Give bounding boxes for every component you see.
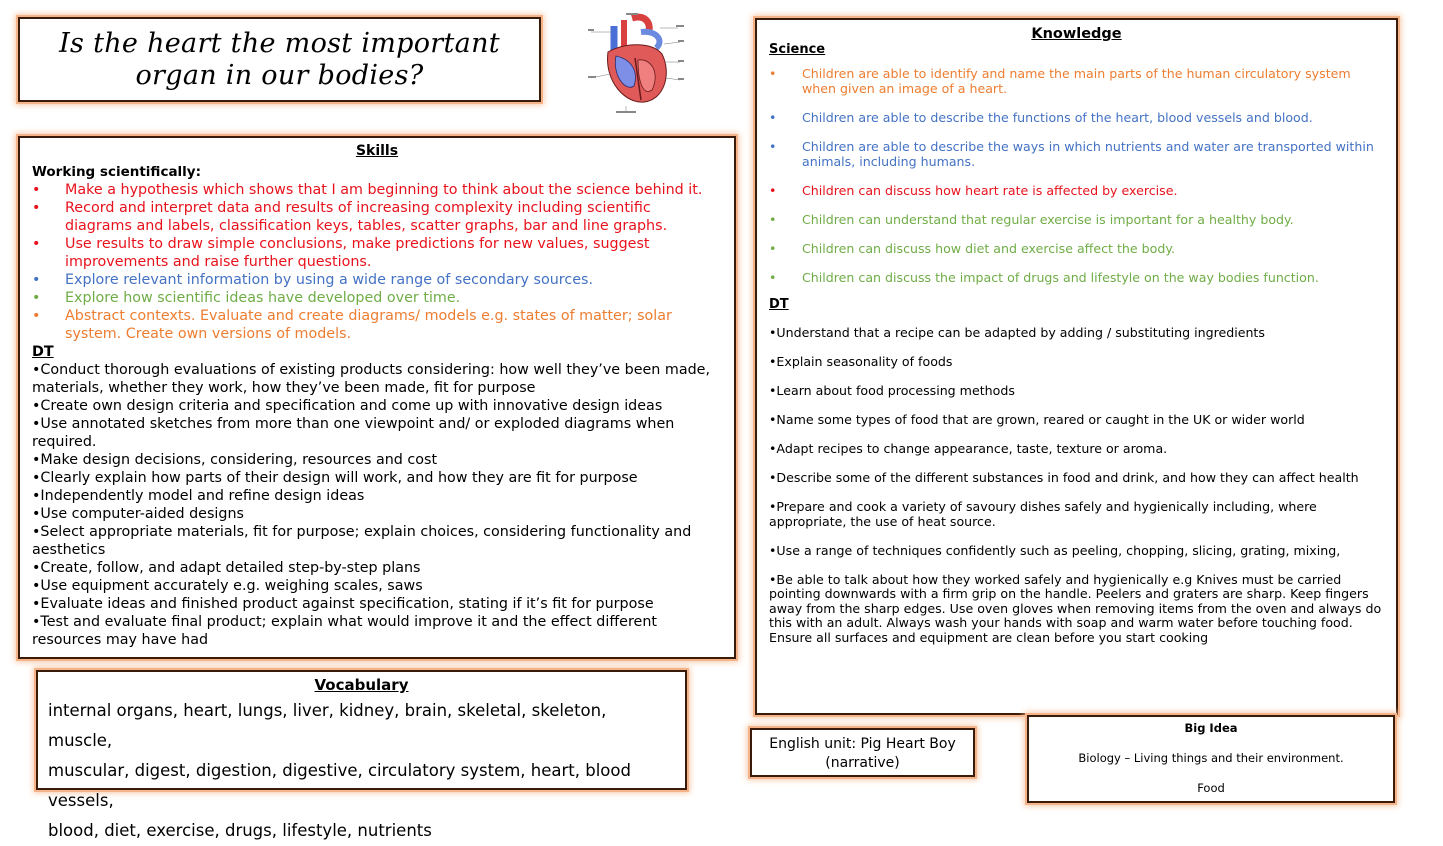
bullet-icon: • <box>769 212 777 227</box>
skills-bullet-item-text: Explore relevant information by using a wide range of secondary sources. <box>65 272 593 288</box>
skills-bullet-item-text: Record and interpret data and results of increasing complexity including scientific diagrams and labels, classification keys, tables, scatter graphs, bar and line graphs. <box>65 200 668 234</box>
knowledge-dt-item: •Be able to talk about how they worked safely and hygienically e.g Knives must be carried pointing downwards with a firm grip on the handle. Peelers and graters are sharp. Keep fingers away from the sharp edges. Use oven gloves when removing items from the oven and always do this with an adult. Always wash your hands with soap and warm water before touching food. Ensure all surfaces and equipment are clean before you start cooking <box>769 571 1382 645</box>
skills-bullet-item <box>32 307 722 343</box>
science-item-text: Children are able to describe the functions of the heart, blood vessels and blood. <box>802 110 1313 125</box>
science-item <box>769 183 1384 198</box>
english-unit-title: English unit: Pig Heart Boy <box>769 736 956 752</box>
bullet-icon: • <box>32 200 41 216</box>
science-item-text: Children can discuss how diet and exercise affect the body. <box>802 241 1175 256</box>
knowledge-dt-heading: DT <box>769 297 789 312</box>
bullet-icon: • <box>32 182 41 198</box>
skills-panel <box>18 136 736 659</box>
bullet-icon: • <box>769 139 777 154</box>
bullet-icon: • <box>32 308 41 324</box>
skills-bullet-item <box>32 199 722 235</box>
bullet-icon: • <box>32 290 41 306</box>
bullet-icon: • <box>769 110 777 125</box>
knowledge-dt-item: •Use a range of techniques confidently such as peeling, chopping, slicing, grating, mixing, <box>769 542 1341 558</box>
knowledge-dt-item: •Prepare and cook a variety of savoury dishes safely and hygienically including, where appropriate, the use of heat source. <box>769 499 1317 529</box>
vocabulary-heading: Vocabulary <box>314 676 409 694</box>
english-unit-genre: (narrative) <box>825 755 900 771</box>
skills-dt-heading: DT <box>32 344 54 360</box>
science-item <box>769 66 1384 96</box>
skills-bullet-item-text: Explore how scientific ideas have developed over time. <box>65 290 461 306</box>
skills-bullet-item <box>32 271 722 289</box>
science-item <box>769 241 1384 256</box>
knowledge-dt-list <box>769 326 1384 645</box>
bullet-icon: • <box>769 183 777 198</box>
skills-dt-item: •Create own design criteria and specification and come up with innovative design ideas <box>32 398 663 414</box>
knowledge-panel <box>755 18 1398 715</box>
big-idea-text: Biology – Living things and their environment. <box>1078 751 1344 765</box>
skills-dt-item: •Make design decisions, considering, resources and cost <box>32 452 438 468</box>
knowledge-dt-item: •Understand that a recipe can be adapted by adding / substituting ingredients <box>769 325 1265 340</box>
big-idea-food: Food <box>1197 781 1225 795</box>
heart-diagram-image <box>586 12 686 116</box>
science-item <box>769 110 1384 125</box>
vocabulary-panel <box>36 670 687 840</box>
skills-dt-item: •Select appropriate materials, fit for purpose; explain choices, considering functionality and aesthetics <box>32 524 692 558</box>
title-box <box>18 17 541 102</box>
skills-bullet-item <box>32 235 722 271</box>
skills-bullet-item <box>32 289 722 307</box>
knowledge-dt-item: •Explain seasonality of foods <box>769 354 953 369</box>
bullet-icon: • <box>769 270 777 285</box>
skills-dt-item: •Use equipment accurately e.g. weighing scales, saws <box>32 578 423 594</box>
skills-dt-item: •Clearly explain how parts of their design will work, and how they are fit for purpose <box>32 470 638 486</box>
knowledge-dt-item: •Learn about food processing methods <box>769 383 1015 398</box>
working-scientifically-label: Working scientifically: <box>32 164 202 180</box>
knowledge-dt-item: •Adapt recipes to change appearance, taste, texture or aroma. <box>769 441 1168 456</box>
skills-bullet-item-text: Make a hypothesis which shows that I am beginning to think about the science behind it. <box>65 182 703 198</box>
science-item <box>769 270 1384 285</box>
skills-dt-item: •Independently model and refine design ideas <box>32 488 365 504</box>
science-item <box>769 212 1384 227</box>
bullet-icon: • <box>769 66 777 81</box>
science-list <box>769 66 1384 285</box>
skills-bullet-item <box>32 181 722 199</box>
skills-bullet-list <box>32 181 722 343</box>
science-item-text: Children are able to identify and name the main parts of the human circulatory system when given an image of a heart. <box>802 66 1351 96</box>
skills-bullet-item-text: Use results to draw simple conclusions, make predictions for new values, suggest improvements and raise further questions. <box>65 236 650 270</box>
science-item-text: Children are able to describe the ways in which nutrients and water are transported within animals, including humans. <box>802 139 1374 169</box>
english-unit-box <box>750 728 975 777</box>
knowledge-dt-item: •Name some types of food that are grown, reared or caught in the UK or wider world <box>769 412 1305 427</box>
science-item <box>769 139 1384 169</box>
science-item-text: Children can understand that regular exercise is important for a healthy body. <box>802 212 1294 227</box>
big-idea-heading: Big Idea <box>1184 721 1238 735</box>
skills-dt-item: •Create, follow, and adapt detailed step-by-step plans <box>32 560 421 576</box>
bullet-icon: • <box>769 241 777 256</box>
bullet-icon: • <box>32 236 41 252</box>
science-item-text: Children can discuss the impact of drugs and lifestyle on the way bodies function. <box>802 270 1319 285</box>
big-idea-box <box>1027 715 1395 803</box>
science-item-text: Children can discuss how heart rate is affected by exercise. <box>802 183 1178 198</box>
skills-dt-list <box>32 361 722 649</box>
skills-dt-item: •Conduct thorough evaluations of existing products considering: how well they’ve been made, materials, whether they work, how they’ve been made, fit for purpose <box>32 362 710 396</box>
skills-dt-item: •Evaluate ideas and finished product against specification, stating if it’s fit for purpose <box>32 596 654 612</box>
skills-dt-item: •Test and evaluate final product; explain what would improve it and the effect different resources may have had <box>32 614 658 648</box>
skills-dt-item: •Use annotated sketches from more than one viewpoint and/ or exploded diagrams when required. <box>32 416 675 450</box>
knowledge-dt-item: •Describe some of the different substances in food and drink, and how they can affect health <box>769 470 1359 485</box>
skills-dt-item: •Use computer-aided designs <box>32 506 244 522</box>
skills-bullet-item-text: Abstract contexts. Evaluate and create diagrams/ models e.g. states of matter; solar system. Create own versions of models. <box>65 308 672 342</box>
page-title: Is the heart the most important organ in our bodies? <box>59 28 500 91</box>
vocabulary-text: internal organs, heart, lungs, liver, kidney, brain, skeletal, skeleton, muscle, muscular, digest, digestion, digestive, circulatory system, heart, blood vessels, blood, diet, exercise, drugs, lifestyle, nutrients <box>48 701 631 840</box>
science-heading: Science <box>769 42 826 57</box>
skills-heading: Skills <box>355 143 399 159</box>
bullet-icon: • <box>32 272 41 288</box>
knowledge-heading: Knowledge <box>1031 26 1122 42</box>
